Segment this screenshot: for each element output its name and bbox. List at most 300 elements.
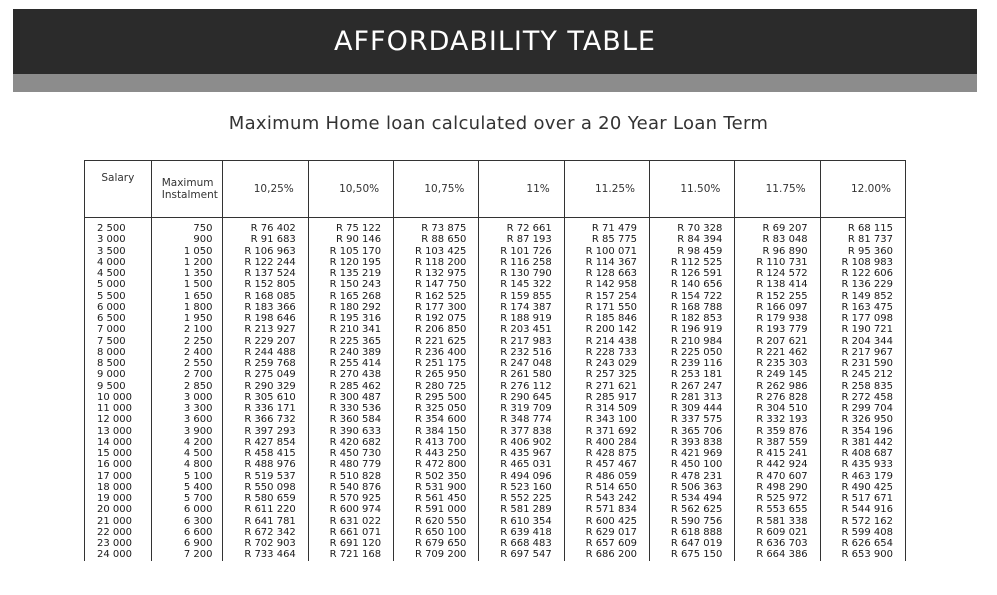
loan-11-75-cell: R 470 607 (735, 471, 820, 482)
instalment-cell: 2 700 (151, 369, 223, 380)
loan-11-00-cell: R 101 726 (479, 246, 564, 257)
table-row (85, 448, 906, 459)
loan-10-50-cell: R 150 243 (308, 279, 393, 290)
loan-10-75-cell: R 384 150 (394, 426, 479, 437)
loan-11-00-cell: R 276 112 (479, 381, 564, 392)
loan-10-50-cell: R 285 462 (308, 381, 393, 392)
loan-10-25-cell: R 733 464 (223, 549, 308, 560)
loan-11-50-cell: R 562 625 (650, 504, 735, 515)
loan-11-00-cell: R 697 547 (479, 549, 564, 560)
loan-12-00-cell: R 258 835 (820, 381, 905, 392)
loan-11-25-cell: R 514 650 (564, 482, 649, 493)
loan-11-25-cell: R 200 142 (564, 324, 649, 335)
loan-11-00-cell: R 247 048 (479, 358, 564, 369)
loan-10-75-cell: R 472 800 (394, 459, 479, 470)
loan-12-00-cell: R 190 721 (820, 324, 905, 335)
table-row (85, 369, 906, 380)
loan-10-25-cell: R 336 171 (223, 403, 308, 414)
loan-11-25-cell: R 600 425 (564, 516, 649, 527)
header-rate-10-75: 10,75% (394, 161, 479, 218)
table-row (85, 234, 906, 245)
loan-11-50-cell: R 182 853 (650, 313, 735, 324)
loan-11-75-cell: R 152 255 (735, 291, 820, 302)
loan-10-50-cell: R 360 584 (308, 414, 393, 425)
loan-12-00-cell: R 299 704 (820, 403, 905, 414)
loan-10-75-cell: R 443 250 (394, 448, 479, 459)
salary-cell: 21 000 (85, 516, 152, 527)
loan-11-25-cell: R 686 200 (564, 549, 649, 560)
loan-11-00-cell: R 552 225 (479, 493, 564, 504)
header-rate-10-50: 10,50% (308, 161, 393, 218)
table-row (85, 527, 906, 538)
header-rate-11-00: 11% (479, 161, 564, 218)
table-row (85, 347, 906, 358)
loan-11-25-cell: R 271 621 (564, 381, 649, 392)
loan-11-25-cell: R 243 029 (564, 358, 649, 369)
loan-10-75-cell: R 280 725 (394, 381, 479, 392)
loan-11-00-cell: R 188 919 (479, 313, 564, 324)
loan-11-00-cell: R 116 258 (479, 257, 564, 268)
loan-11-75-cell: R 387 559 (735, 437, 820, 448)
loan-10-75-cell: R 265 950 (394, 369, 479, 380)
instalment-cell: 900 (151, 234, 223, 245)
loan-10-25-cell: R 458 415 (223, 448, 308, 459)
loan-11-25-cell: R 343 100 (564, 414, 649, 425)
loan-11-75-cell: R 636 703 (735, 538, 820, 549)
table-row (85, 414, 906, 425)
loan-11-75-cell: R 83 048 (735, 234, 820, 245)
loan-12-00-cell: R 326 950 (820, 414, 905, 425)
loan-11-75-cell: R 581 338 (735, 516, 820, 527)
loan-10-50-cell: R 210 341 (308, 324, 393, 335)
loan-11-50-cell: R 98 459 (650, 246, 735, 257)
loan-10-75-cell: R 531 900 (394, 482, 479, 493)
loan-10-25-cell: R 702 903 (223, 538, 308, 549)
table-row (85, 426, 906, 437)
loan-11-75-cell: R 138 414 (735, 279, 820, 290)
table-row (85, 291, 906, 302)
loan-11-75-cell: R 525 972 (735, 493, 820, 504)
loan-12-00-cell: R 245 212 (820, 369, 905, 380)
instalment-cell: 1 200 (151, 257, 223, 268)
loan-11-00-cell: R 232 516 (479, 347, 564, 358)
loan-12-00-cell: R 149 852 (820, 291, 905, 302)
loan-11-25-cell: R 629 017 (564, 527, 649, 538)
loan-12-00-cell: R 231 590 (820, 358, 905, 369)
loan-11-00-cell: R 159 855 (479, 291, 564, 302)
loan-10-25-cell: R 152 805 (223, 279, 308, 290)
loan-10-50-cell: R 195 316 (308, 313, 393, 324)
loan-11-50-cell: R 126 591 (650, 268, 735, 279)
loan-10-25-cell: R 137 524 (223, 268, 308, 279)
instalment-cell: 6 300 (151, 516, 223, 527)
header-rate-12-00: 12.00% (820, 161, 905, 218)
instalment-cell: 5 100 (151, 471, 223, 482)
table-row (85, 493, 906, 504)
loan-11-75-cell: R 124 572 (735, 268, 820, 279)
instalment-cell: 4 200 (151, 437, 223, 448)
loan-10-25-cell: R 259 768 (223, 358, 308, 369)
loan-10-25-cell: R 244 488 (223, 347, 308, 358)
loan-11-00-cell: R 348 774 (479, 414, 564, 425)
loan-11-75-cell: R 553 655 (735, 504, 820, 515)
loan-11-25-cell: R 257 325 (564, 369, 649, 380)
table-row (85, 437, 906, 448)
loan-10-25-cell: R 427 854 (223, 437, 308, 448)
loan-10-50-cell: R 165 268 (308, 291, 393, 302)
loan-10-75-cell: R 251 175 (394, 358, 479, 369)
loan-10-75-cell: R 502 350 (394, 471, 479, 482)
loan-10-25-cell: R 397 293 (223, 426, 308, 437)
loan-10-75-cell: R 206 850 (394, 324, 479, 335)
loan-10-75-cell: R 221 625 (394, 336, 479, 347)
table-row (85, 392, 906, 403)
instalment-cell: 6 600 (151, 527, 223, 538)
salary-cell: 18 000 (85, 482, 152, 493)
table-row (85, 313, 906, 324)
table-row (85, 218, 906, 235)
header-rate-11-25: 11.25% (564, 161, 649, 218)
loan-10-25-cell: R 550 098 (223, 482, 308, 493)
loan-11-50-cell: R 239 116 (650, 358, 735, 369)
table-row (85, 482, 906, 493)
loan-11-75-cell: R 359 876 (735, 426, 820, 437)
loan-10-75-cell: R 88 650 (394, 234, 479, 245)
loan-11-25-cell: R 71 479 (564, 218, 649, 235)
loan-10-50-cell: R 480 779 (308, 459, 393, 470)
instalment-cell: 4 800 (151, 459, 223, 470)
loan-10-25-cell: R 122 244 (223, 257, 308, 268)
loan-11-75-cell: R 304 510 (735, 403, 820, 414)
table-row (85, 549, 906, 560)
loan-12-00-cell: R 177 098 (820, 313, 905, 324)
loan-11-25-cell: R 400 284 (564, 437, 649, 448)
loan-10-75-cell: R 118 200 (394, 257, 479, 268)
salary-cell: 10 000 (85, 392, 152, 403)
loan-11-50-cell: R 225 050 (650, 347, 735, 358)
instalment-cell: 1 800 (151, 302, 223, 313)
salary-cell: 4 000 (85, 257, 152, 268)
loan-10-75-cell: R 413 700 (394, 437, 479, 448)
loan-11-50-cell: R 450 100 (650, 459, 735, 470)
instalment-cell: 6 900 (151, 538, 223, 549)
salary-cell: 2 500 (85, 218, 152, 235)
loan-10-50-cell: R 240 389 (308, 347, 393, 358)
loan-12-00-cell: R 81 737 (820, 234, 905, 245)
loan-11-50-cell: R 154 722 (650, 291, 735, 302)
page-title: AFFORDABILITY TABLE (334, 26, 656, 57)
salary-cell: 20 000 (85, 504, 152, 515)
loan-10-25-cell: R 198 646 (223, 313, 308, 324)
table-row (85, 516, 906, 527)
loan-11-00-cell: R 639 418 (479, 527, 564, 538)
table-row (85, 246, 906, 257)
loan-11-50-cell: R 267 247 (650, 381, 735, 392)
affordability-table-container (84, 160, 906, 595)
loan-10-50-cell: R 691 120 (308, 538, 393, 549)
loan-12-00-cell: R 217 967 (820, 347, 905, 358)
loan-10-25-cell: R 275 049 (223, 369, 308, 380)
loan-11-25-cell: R 428 875 (564, 448, 649, 459)
salary-cell: 13 000 (85, 426, 152, 437)
loan-11-75-cell: R 249 145 (735, 369, 820, 380)
loan-10-75-cell: R 620 550 (394, 516, 479, 527)
loan-11-00-cell: R 290 645 (479, 392, 564, 403)
loan-10-50-cell: R 120 195 (308, 257, 393, 268)
instalment-cell: 2 850 (151, 381, 223, 392)
loan-11-25-cell: R 185 846 (564, 313, 649, 324)
salary-cell: 7 500 (85, 336, 152, 347)
table-row (85, 324, 906, 335)
loan-11-25-cell: R 100 071 (564, 246, 649, 257)
salary-cell: 3 500 (85, 246, 152, 257)
loan-10-75-cell: R 325 050 (394, 403, 479, 414)
instalment-cell: 5 700 (151, 493, 223, 504)
salary-cell: 9 500 (85, 381, 152, 392)
loan-10-50-cell: R 180 292 (308, 302, 393, 313)
instalment-cell: 3 300 (151, 403, 223, 414)
loan-11-25-cell: R 657 609 (564, 538, 649, 549)
page-header-banner (13, 9, 977, 74)
loan-10-25-cell: R 91 683 (223, 234, 308, 245)
loan-10-50-cell: R 270 438 (308, 369, 393, 380)
loan-11-50-cell: R 168 788 (650, 302, 735, 313)
loan-11-75-cell: R 276 828 (735, 392, 820, 403)
table-row (85, 538, 906, 549)
loan-11-50-cell: R 70 328 (650, 218, 735, 235)
table-row (85, 403, 906, 414)
loan-11-75-cell: R 110 731 (735, 257, 820, 268)
loan-11-50-cell: R 534 494 (650, 493, 735, 504)
loan-10-25-cell: R 168 085 (223, 291, 308, 302)
loan-12-00-cell: R 68 115 (820, 218, 905, 235)
loan-10-50-cell: R 570 925 (308, 493, 393, 504)
loan-10-75-cell: R 354 600 (394, 414, 479, 425)
loan-11-75-cell: R 221 462 (735, 347, 820, 358)
affordability-table (84, 160, 906, 561)
salary-cell: 16 000 (85, 459, 152, 470)
loan-12-00-cell: R 544 916 (820, 504, 905, 515)
instalment-cell: 1 950 (151, 313, 223, 324)
loan-10-50-cell: R 90 146 (308, 234, 393, 245)
header-rate-11-75: 11.75% (735, 161, 820, 218)
loan-11-75-cell: R 96 890 (735, 246, 820, 257)
table-row (85, 257, 906, 268)
instalment-cell: 2 550 (151, 358, 223, 369)
salary-cell: 12 000 (85, 414, 152, 425)
loan-11-50-cell: R 421 969 (650, 448, 735, 459)
loan-11-25-cell: R 128 663 (564, 268, 649, 279)
instalment-cell: 6 000 (151, 504, 223, 515)
loan-10-75-cell: R 236 400 (394, 347, 479, 358)
loan-11-00-cell: R 72 661 (479, 218, 564, 235)
loan-11-75-cell: R 193 779 (735, 324, 820, 335)
loan-10-50-cell: R 721 168 (308, 549, 393, 560)
header-rate-11-50: 11.50% (650, 161, 735, 218)
loan-10-75-cell: R 132 975 (394, 268, 479, 279)
loan-11-00-cell: R 406 902 (479, 437, 564, 448)
instalment-cell: 4 500 (151, 448, 223, 459)
loan-11-50-cell: R 84 394 (650, 234, 735, 245)
loan-11-25-cell: R 285 917 (564, 392, 649, 403)
loan-11-50-cell: R 253 181 (650, 369, 735, 380)
loan-10-25-cell: R 488 976 (223, 459, 308, 470)
loan-11-00-cell: R 261 580 (479, 369, 564, 380)
loan-10-50-cell: R 390 633 (308, 426, 393, 437)
loan-11-00-cell: R 130 790 (479, 268, 564, 279)
loan-10-50-cell: R 105 170 (308, 246, 393, 257)
loan-10-25-cell: R 672 342 (223, 527, 308, 538)
table-row (85, 279, 906, 290)
loan-10-25-cell: R 229 207 (223, 336, 308, 347)
loan-11-50-cell: R 675 150 (650, 549, 735, 560)
loan-11-00-cell: R 319 709 (479, 403, 564, 414)
loan-10-50-cell: R 661 071 (308, 527, 393, 538)
loan-11-50-cell: R 647 019 (650, 538, 735, 549)
loan-11-75-cell: R 609 021 (735, 527, 820, 538)
loan-10-75-cell: R 591 000 (394, 504, 479, 515)
loan-11-00-cell: R 465 031 (479, 459, 564, 470)
loan-10-75-cell: R 192 075 (394, 313, 479, 324)
loan-10-75-cell: R 709 200 (394, 549, 479, 560)
loan-10-75-cell: R 561 450 (394, 493, 479, 504)
table-row (85, 358, 906, 369)
loan-11-25-cell: R 171 550 (564, 302, 649, 313)
loan-11-75-cell: R 664 386 (735, 549, 820, 560)
loan-11-00-cell: R 174 387 (479, 302, 564, 313)
loan-10-75-cell: R 650 100 (394, 527, 479, 538)
table-header-row (85, 161, 906, 218)
salary-cell: 9 000 (85, 369, 152, 380)
loan-10-25-cell: R 76 402 (223, 218, 308, 235)
loan-10-50-cell: R 450 730 (308, 448, 393, 459)
loan-10-25-cell: R 519 537 (223, 471, 308, 482)
salary-cell: 6 500 (85, 313, 152, 324)
instalment-cell: 3 000 (151, 392, 223, 403)
loan-11-25-cell: R 85 775 (564, 234, 649, 245)
instalment-cell: 2 250 (151, 336, 223, 347)
header-rate-10-25: 10,25% (223, 161, 308, 218)
loan-10-50-cell: R 631 022 (308, 516, 393, 527)
table-row (85, 471, 906, 482)
loan-10-75-cell: R 162 525 (394, 291, 479, 302)
loan-11-00-cell: R 494 096 (479, 471, 564, 482)
loan-12-00-cell: R 122 606 (820, 268, 905, 279)
loan-10-50-cell: R 135 219 (308, 268, 393, 279)
instalment-cell: 1 650 (151, 291, 223, 302)
loan-11-00-cell: R 217 983 (479, 336, 564, 347)
loan-11-75-cell: R 262 986 (735, 381, 820, 392)
salary-cell: 19 000 (85, 493, 152, 504)
loan-11-75-cell: R 69 207 (735, 218, 820, 235)
loan-11-00-cell: R 145 322 (479, 279, 564, 290)
loan-11-75-cell: R 442 924 (735, 459, 820, 470)
instalment-cell: 3 900 (151, 426, 223, 437)
instalment-cell: 2 400 (151, 347, 223, 358)
loan-10-75-cell: R 177 300 (394, 302, 479, 313)
loan-11-00-cell: R 581 289 (479, 504, 564, 515)
loan-10-25-cell: R 106 963 (223, 246, 308, 257)
salary-cell: 5 500 (85, 291, 152, 302)
loan-10-75-cell: R 147 750 (394, 279, 479, 290)
loan-11-75-cell: R 235 303 (735, 358, 820, 369)
loan-11-50-cell: R 365 706 (650, 426, 735, 437)
salary-cell: 3 000 (85, 234, 152, 245)
loan-11-00-cell: R 87 193 (479, 234, 564, 245)
table-row (85, 459, 906, 470)
loan-12-00-cell: R 381 442 (820, 437, 905, 448)
loan-11-75-cell: R 332 193 (735, 414, 820, 425)
loan-10-25-cell: R 305 610 (223, 392, 308, 403)
loan-11-25-cell: R 371 692 (564, 426, 649, 437)
loan-10-50-cell: R 75 122 (308, 218, 393, 235)
loan-11-00-cell: R 377 838 (479, 426, 564, 437)
loan-10-25-cell: R 641 781 (223, 516, 308, 527)
loan-12-00-cell: R 599 408 (820, 527, 905, 538)
loan-11-50-cell: R 281 313 (650, 392, 735, 403)
loan-11-50-cell: R 618 888 (650, 527, 735, 538)
header-salary: Salary (85, 161, 152, 218)
salary-cell: 4 500 (85, 268, 152, 279)
loan-11-25-cell: R 314 509 (564, 403, 649, 414)
instalment-cell: 5 400 (151, 482, 223, 493)
loan-12-00-cell: R 163 475 (820, 302, 905, 313)
loan-10-75-cell: R 295 500 (394, 392, 479, 403)
loan-12-00-cell: R 408 687 (820, 448, 905, 459)
loan-10-50-cell: R 225 365 (308, 336, 393, 347)
loan-11-25-cell: R 228 733 (564, 347, 649, 358)
table-body (85, 218, 906, 561)
loan-10-75-cell: R 73 875 (394, 218, 479, 235)
loan-12-00-cell: R 653 900 (820, 549, 905, 560)
loan-10-25-cell: R 611 220 (223, 504, 308, 515)
header-maximum-instalment: Maximum Instalment (151, 161, 223, 218)
loan-11-25-cell: R 571 834 (564, 504, 649, 515)
loan-11-50-cell: R 506 363 (650, 482, 735, 493)
loan-11-25-cell: R 157 254 (564, 291, 649, 302)
loan-11-50-cell: R 196 919 (650, 324, 735, 335)
loan-11-50-cell: R 112 525 (650, 257, 735, 268)
loan-11-25-cell: R 214 438 (564, 336, 649, 347)
loan-10-50-cell: R 540 876 (308, 482, 393, 493)
loan-12-00-cell: R 490 425 (820, 482, 905, 493)
loan-10-75-cell: R 103 425 (394, 246, 479, 257)
loan-11-00-cell: R 203 451 (479, 324, 564, 335)
salary-cell: 23 000 (85, 538, 152, 549)
loan-10-25-cell: R 183 366 (223, 302, 308, 313)
loan-12-00-cell: R 272 458 (820, 392, 905, 403)
loan-12-00-cell: R 435 933 (820, 459, 905, 470)
instalment-cell: 3 600 (151, 414, 223, 425)
loan-10-50-cell: R 300 487 (308, 392, 393, 403)
loan-12-00-cell: R 354 196 (820, 426, 905, 437)
salary-cell: 15 000 (85, 448, 152, 459)
loan-11-75-cell: R 498 290 (735, 482, 820, 493)
loan-12-00-cell: R 136 229 (820, 279, 905, 290)
loan-11-50-cell: R 590 756 (650, 516, 735, 527)
loan-11-50-cell: R 393 838 (650, 437, 735, 448)
salary-cell: 17 000 (85, 471, 152, 482)
salary-cell: 24 000 (85, 549, 152, 560)
loan-10-50-cell: R 600 974 (308, 504, 393, 515)
salary-cell: 7 000 (85, 324, 152, 335)
loan-10-50-cell: R 420 682 (308, 437, 393, 448)
loan-10-25-cell: R 580 659 (223, 493, 308, 504)
loan-11-50-cell: R 478 231 (650, 471, 735, 482)
table-row (85, 381, 906, 392)
instalment-cell: 1 350 (151, 268, 223, 279)
salary-cell: 8 000 (85, 347, 152, 358)
